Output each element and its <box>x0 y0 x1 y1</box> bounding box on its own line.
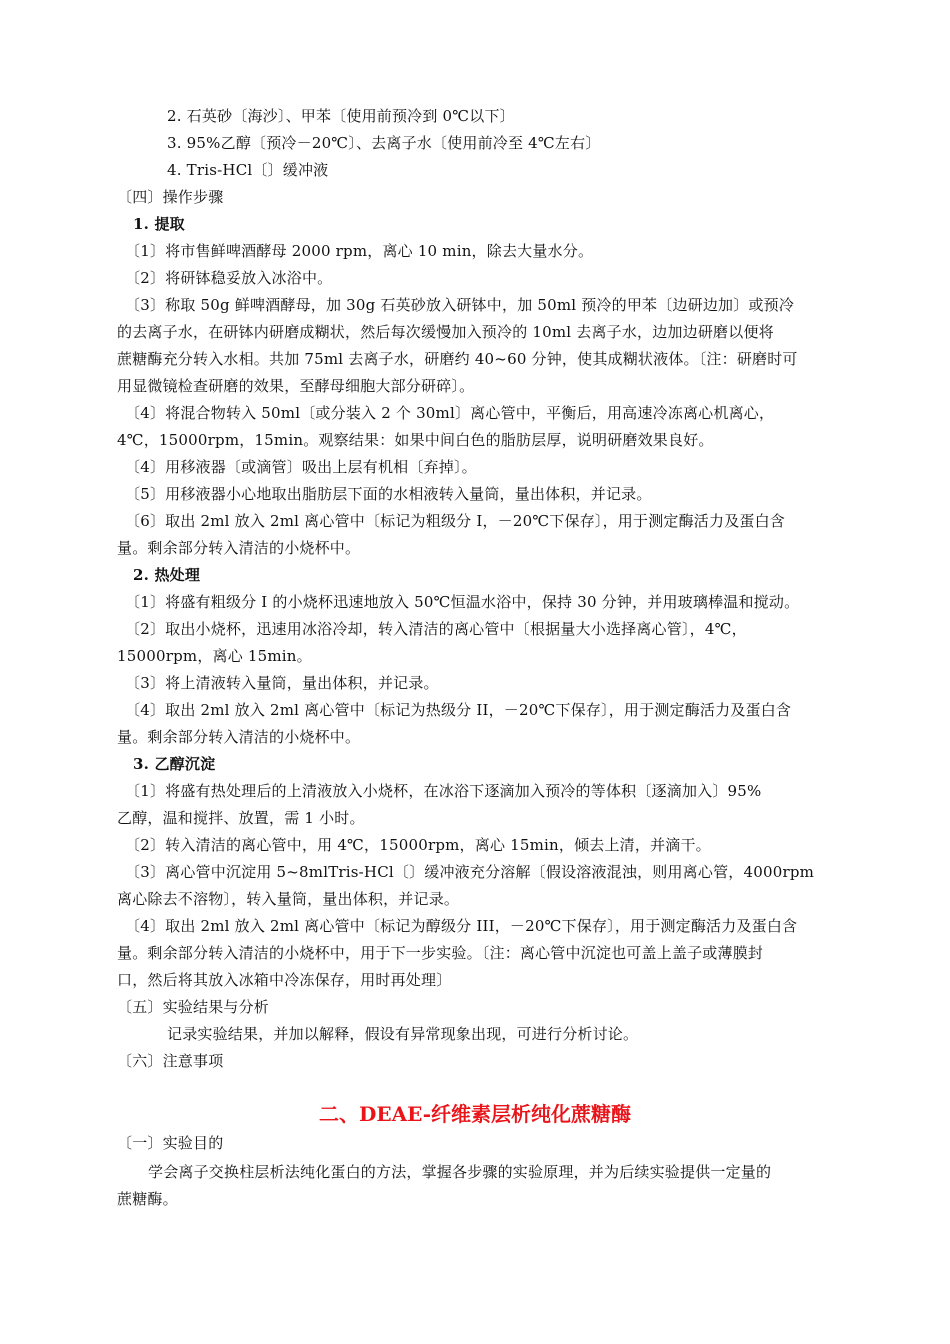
section-title: 二、DEAE-纤维素层析纯化蔗糖酶 <box>318 1102 632 1126</box>
paragraph-line: 〔2〕取出小烧杯，迅速用冰浴冷却，转入清洁的离心管中〔根据量大小选择离心管〕，4℃， <box>125 620 747 638</box>
paragraph-line: 15000rpm，离心 15min。 <box>117 647 312 665</box>
section-heading-notes: 〔六〕注意事项 <box>117 1052 224 1070</box>
paragraph-line: 的去离子水，在研钵内研磨成糊状，然后每次缓慢加入预冷的 10ml 去离子水，边加边研磨以便将 <box>117 323 774 341</box>
paragraph-line: 〔1〕将市售鲜啤酒酵母 2000 rpm，离心 10 min，除去大量水分。 <box>125 242 594 260</box>
paragraph-line: 〔3〕离心管中沉淀用 5~8mlTris-HCl〔〕缓冲液充分溶解〔假设溶液混浊，则用离心管，4000rpm <box>125 863 815 881</box>
paragraph-line: 〔4〕取出 2ml 放入 2ml 离心管中〔标记为热级分 II，－20℃下保存〕，用于测定酶活力及蛋白含 <box>125 701 792 719</box>
section-heading-results: 〔五〕实验结果与分析 <box>117 998 270 1016</box>
paragraph-line: 〔6〕取出 2ml 放入 2ml 离心管中〔标记为粗级分 I，－20℃下保存〕，用于测定酶活力及蛋白含 <box>125 512 786 530</box>
section-heading-purpose: 〔一〕实验目的 <box>117 1134 224 1152</box>
step-heading-heat-treatment: 2. 热处理 <box>133 566 201 584</box>
material-item-2: 2. 石英砂〔海沙〕、甲苯〔使用前预冷到 0℃以下〕 <box>167 107 515 125</box>
paragraph-line: 〔3〕称取 50g 鲜啤酒酵母，加 30g 石英砂放入研钵中，加 50ml 预冷的甲苯〔边研边加〕或预冷 <box>125 296 795 314</box>
step-heading-ethanol-precipitation: 3. 乙醇沉淀 <box>133 755 216 773</box>
material-item-4: 4. Tris-HCl〔〕缓冲液 <box>167 161 329 179</box>
paragraph-line: 离心除去不溶物〕，转入量筒，量出体积，并记录。 <box>117 890 460 908</box>
paragraph-line: 记录实验结果，并加以解释，假设有异常现象出现，可进行分析讨论。 <box>167 1025 639 1043</box>
paragraph-line: 用显微镜检查研磨的效果，至酵母细胞大部分研碎〕。 <box>117 377 475 395</box>
step-heading-extraction: 1. 提取 <box>133 215 185 233</box>
paragraph-line: 乙醇，温和搅拌、放置，需 1 小时。 <box>117 809 365 827</box>
paragraph-line: 〔4〕用移液器〔或滴管〕吸出上层有机相〔弃掉〕。 <box>125 458 477 476</box>
section-heading-procedure: 〔四〕操作步骤 <box>117 188 224 206</box>
paragraph-line: 〔1〕将盛有热处理后的上清液放入小烧杯，在冰浴下逐滴加入预冷的等体积〔逐滴加入〕95% <box>125 782 762 800</box>
paragraph-line: 〔3〕将上清液转入量筒，量出体积，并记录。 <box>125 674 439 692</box>
paragraph-line: 4℃，15000rpm，15min。观察结果：如果中间白色的脂肪层厚，说明研磨效果良好。 <box>117 431 714 449</box>
paragraph-line: 〔1〕将盛有粗级分 I 的小烧杯迅速地放入 50℃恒温水浴中，保持 30 分钟，并用玻璃棒温和搅动。 <box>125 593 800 611</box>
paragraph-line: 〔4〕取出 2ml 放入 2ml 离心管中〔标记为醇级分 III，－20℃下保存〕，用于测定酶活力及蛋白含 <box>125 917 798 935</box>
paragraph-line: 口，然后将其放入冰箱中冷冻保存，用时再处理〕 <box>117 971 452 989</box>
paragraph-line: 量。剩余部分转入清洁的小烧杯中。 <box>117 539 361 557</box>
paragraph-line: 量。剩余部分转入清洁的小烧杯中。 <box>117 728 361 746</box>
paragraph-line: 蔗糖酶充分转入水相。共加 75ml 去离子水，研磨约 40~60 分钟，使其成糊状液体。〔注：研磨时可 <box>117 350 798 368</box>
paragraph-line: 〔2〕转入清洁的离心管中，用 4℃，15000rpm，离心 15min，倾去上清，并滴干。 <box>125 836 711 854</box>
paragraph-line: 〔2〕将研钵稳妥放入冰浴中。 <box>125 269 333 287</box>
paragraph-line: 〔4〕将混合物转入 50ml〔或分装入 2 个 30ml〕离心管中，平衡后，用高速冷冻离心机离心， <box>125 404 775 422</box>
material-item-3: 3. 95%乙醇〔预冷－20℃〕、去离子水〔使用前冷至 4℃左右〕 <box>167 134 601 152</box>
paragraph-line: 学会离子交换柱层析法纯化蛋白的方法，掌握各步骤的实验原理，并为后续实验提供一定量的 <box>148 1163 772 1181</box>
paragraph-line: 蔗糖酶。 <box>117 1190 178 1208</box>
paragraph-line: 量。剩余部分转入清洁的小烧杯中，用于下一步实验。〔注：离心管中沉淀也可盖上盖子或薄膜封 <box>117 944 764 962</box>
paragraph-line: 〔5〕用移液器小心地取出脂肪层下面的水相液转入量筒，量出体积，并记录。 <box>125 485 652 503</box>
